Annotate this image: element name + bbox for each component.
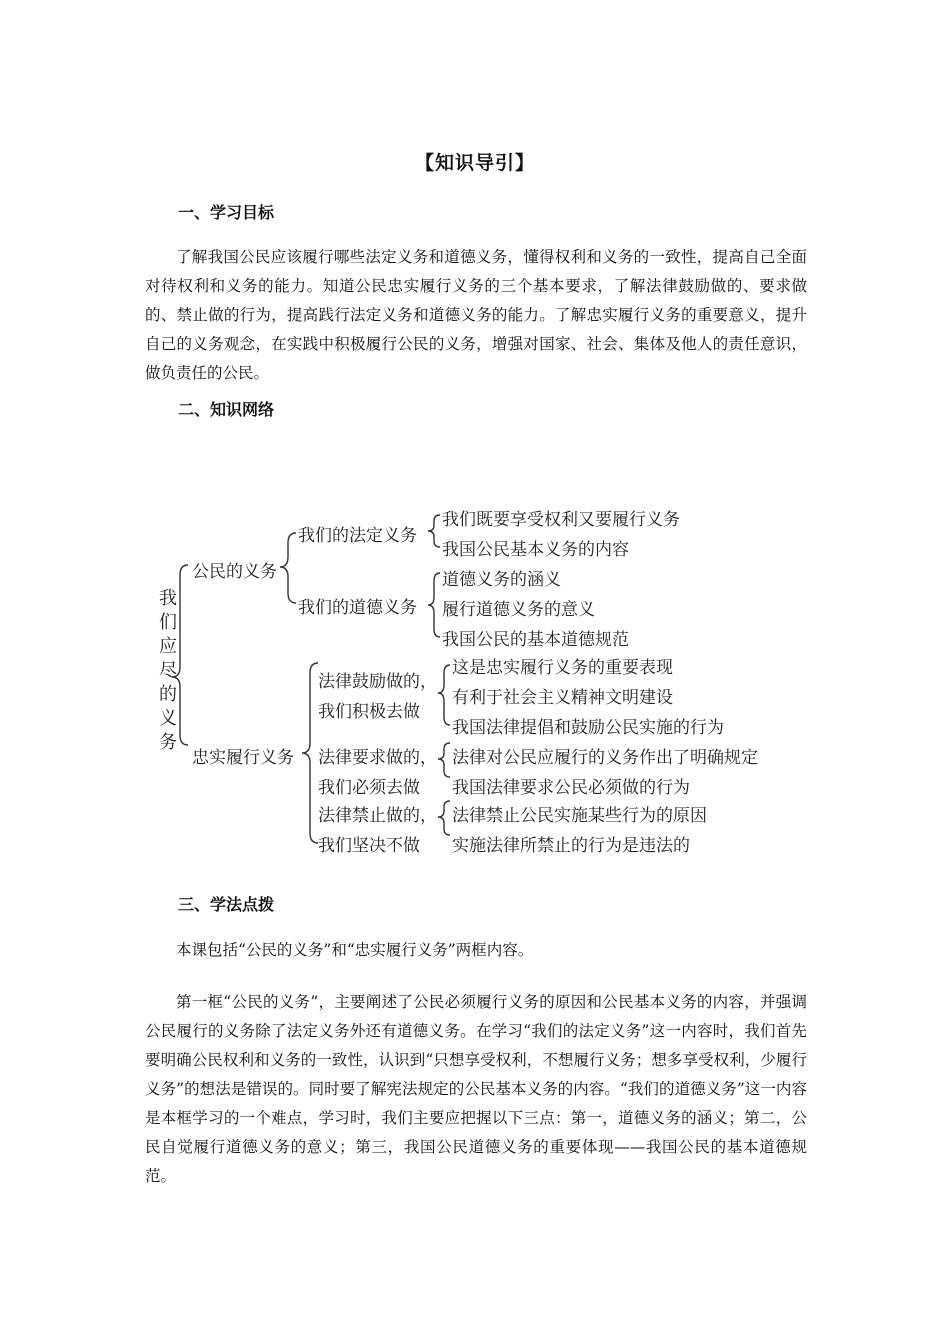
require-item: 法律对公民应履行的义务作出了明确规定 (452, 748, 758, 768)
legal-item: 我国公民基本义务的内容 (442, 540, 629, 560)
forbid-item: 法律禁止公民实施某些行为的原因 (452, 806, 707, 826)
node-legal-duties: 我们的法定义务 (298, 526, 417, 546)
require-label-2: 我们必须去做 (318, 778, 420, 798)
moral-item: 履行道德义务的意义 (442, 600, 595, 620)
method-paragraph-2: 第一框“公民的义务”，主要阐述了公民必须履行义务的原因和公民基本义务的内容，并强调公民履行的义务除了法定义务外还有道德义务。在学习“我们的法定义务”这一内容时，我们首先要明确公民权利和义务的一致性，认识到“只想享受权利，不想履行义务；想多享受权利，少履行义务”的想法是错误的。同时要了解宪法规定的公民基本义务的内容。“我们的道德义务”这一内容是本框学习的一个难点，学习时，我们主要应把握以下三点：第一，道德义务的涵义；第二，公民自觉履行道德义务的意义；第三，我国公民道德义务的重要体现——我国公民的基本道德规范。 (145, 993, 807, 1185)
page-title: 【知识导引】 (414, 152, 535, 174)
require-label-1: 法律要求做的， (318, 748, 437, 768)
section-heading-network: 二、知识网络 (178, 400, 275, 419)
method-paragraph-1: 本课包括“公民的义务”和“忠实履行义务”两框内容。 (176, 941, 534, 959)
encourage-item: 我国法律提倡和鼓励公民实施的行为 (452, 718, 724, 738)
section-heading-method: 三、学法点拨 (178, 895, 275, 914)
forbid-label-2: 我们坚决不做 (318, 836, 420, 856)
node-faithful-duty: 忠实履行义务 (192, 748, 294, 768)
encourage-item: 这是忠实履行义务的重要表现 (452, 658, 673, 678)
encourage-label-1: 法律鼓励做的， (318, 672, 437, 692)
require-item: 我国法律要求公民必须做的行为 (452, 778, 690, 798)
moral-item: 我国公民的基本道德规范 (442, 630, 629, 650)
forbid-label-1: 法律禁止做的， (318, 806, 437, 826)
goals-paragraph: 了解我国公民应该履行哪些法定义务和道德义务，懂得权利和义务的一致性，提高自己全面对待权利和义务的能力。知道公民忠实履行义务的三个基本要求，了解法律鼓励做的、要求做的、禁止做的行为，提高践行法定义务和道德义务的能力。了解忠实履行义务的重要意义，提升自己的义务观念，在实践中积极履行公民的义务，增强对国家、社会、集体及他人的责任意识，做负责任的公民。 (145, 248, 807, 382)
knowledge-network-diagram (150, 497, 810, 857)
forbid-item: 实施法律所禁止的行为是违法的 (452, 836, 690, 856)
section-heading-goals: 一、学习目标 (178, 203, 275, 222)
encourage-item: 有利于社会主义精神文明建设 (452, 688, 673, 708)
encourage-label-2: 我们积极去做 (318, 702, 420, 722)
node-civic-duties: 公民的义务 (192, 562, 277, 582)
node-moral-duties: 我们的道德义务 (298, 598, 417, 618)
network-root: 我们应尽的义务 (159, 588, 177, 753)
legal-item: 我们既要享受权利又要履行义务 (442, 510, 680, 530)
moral-item: 道德义务的涵义 (442, 570, 561, 590)
